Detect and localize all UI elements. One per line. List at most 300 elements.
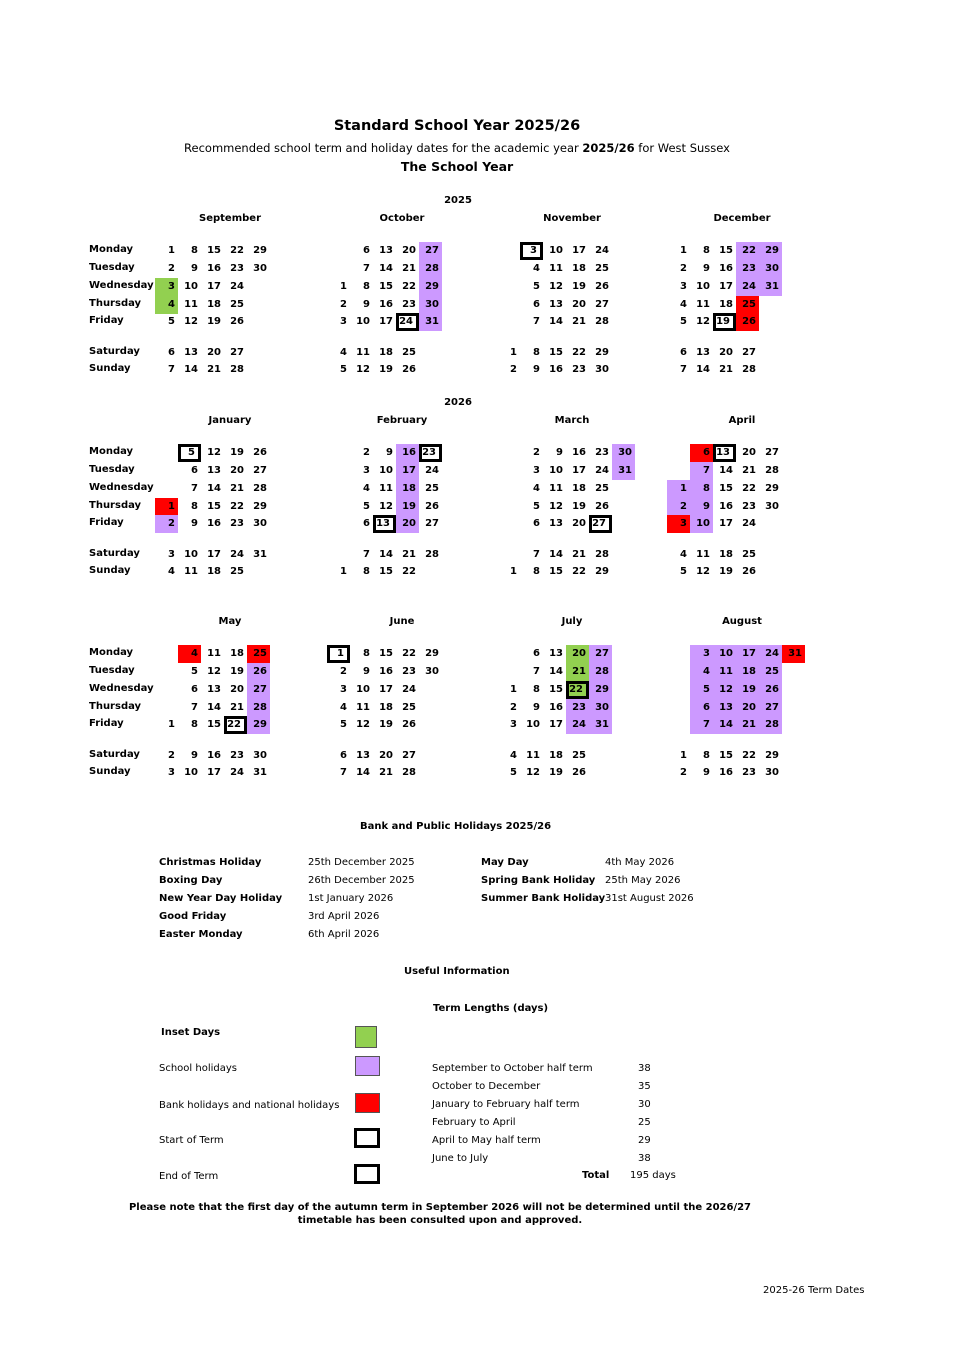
page-title: Standard School Year 2025/26	[333, 118, 581, 134]
calendar-day: 25	[572, 750, 586, 761]
day-label-sunday: Sunday	[89, 565, 131, 576]
calendar-day: 5	[340, 719, 347, 730]
calendar-day: 20	[719, 347, 733, 358]
calendar-day: 12	[207, 666, 221, 677]
calendar-day: 18	[719, 549, 733, 560]
calendar-day: 11	[207, 648, 221, 659]
calendar-day: 8	[191, 501, 198, 512]
term-label: April to May half term	[432, 1135, 541, 1146]
legend-holidays-label: School holidays	[159, 1063, 237, 1074]
calendar-day: 24	[396, 313, 419, 331]
calendar-day: 1	[168, 719, 175, 730]
calendar-day: 17	[207, 767, 221, 778]
term-days: 25	[638, 1117, 651, 1128]
calendar-day: 9	[363, 299, 370, 310]
calendar-day: 7	[533, 549, 540, 560]
calendar-day: 5	[533, 281, 540, 292]
day-label-sunday: Sunday	[89, 766, 131, 777]
calendar-day: 18	[379, 702, 393, 713]
day-label-saturday: Saturday	[89, 548, 140, 559]
calendar-day: 21	[402, 263, 416, 274]
calendar-day: 16	[207, 263, 221, 274]
calendar-day: 1	[510, 566, 517, 577]
calendar-day: 25	[230, 566, 244, 577]
calendar-day: 24	[566, 716, 589, 734]
holiday-date: 25th May 2026	[605, 875, 681, 886]
legend-end-label: End of Term	[159, 1171, 219, 1182]
calendar-day: 16	[549, 364, 563, 375]
calendar-day: 31	[589, 716, 612, 734]
calendar-day: 9	[556, 447, 563, 458]
calendar-day: 18	[396, 480, 419, 498]
calendar-day: 2	[533, 447, 540, 458]
day-label-wednesday: Wednesday	[89, 683, 154, 694]
footnote-line-1: Please note that the first day of the autumn term in September 2026 will not be determined until the 2026/27	[128, 1202, 752, 1213]
calendar-day: 26	[759, 681, 782, 699]
calendar-day: 16	[719, 501, 733, 512]
calendar-day: 26	[253, 447, 267, 458]
calendar-day: 9	[533, 364, 540, 375]
calendar-day: 2	[363, 447, 370, 458]
calendar-day: 6	[363, 245, 370, 256]
calendar-day: 7	[168, 364, 175, 375]
calendar-day: 18	[379, 347, 393, 358]
calendar-day: 14	[549, 316, 563, 327]
calendar-day: 23	[595, 447, 609, 458]
calendar-day: 16	[549, 702, 563, 713]
calendar-day: 16	[379, 299, 393, 310]
calendar-day: 31	[419, 313, 442, 331]
month-name-may: May	[218, 616, 242, 627]
calendar-day: 25	[742, 549, 756, 560]
calendar-day: 17	[719, 518, 733, 529]
calendar-day: 4	[363, 483, 370, 494]
calendar-day: 15	[719, 483, 733, 494]
calendar-day: 19	[379, 364, 393, 375]
calendar-day: 17	[572, 245, 586, 256]
calendar-day: 7	[191, 702, 198, 713]
calendar-day: 7	[340, 767, 347, 778]
calendar-day: 11	[713, 663, 736, 681]
calendar-day: 10	[356, 684, 370, 695]
calendar-day: 19	[719, 566, 733, 577]
calendar-day: 1	[340, 566, 347, 577]
calendar-day: 18	[207, 299, 221, 310]
calendar-day: 5	[533, 501, 540, 512]
calendar-day: 26	[736, 313, 759, 331]
day-label-monday: Monday	[89, 446, 134, 457]
calendar-day: 8	[363, 566, 370, 577]
calendar-day: 9	[533, 702, 540, 713]
calendar-day: 20	[736, 699, 759, 717]
calendar-day: 8	[191, 719, 198, 730]
calendar-day: 20	[379, 750, 393, 761]
calendar-day: 17	[396, 462, 419, 480]
calendar-day: 5	[363, 501, 370, 512]
calendar-day: 23	[230, 518, 244, 529]
calendar-day: 2	[340, 666, 347, 677]
calendar-day: 3	[340, 316, 347, 327]
day-label-friday: Friday	[89, 315, 124, 326]
calendar-day: 5	[690, 681, 713, 699]
calendar-day: 28	[402, 767, 416, 778]
calendar-day: 26	[595, 281, 609, 292]
term-days: 38	[638, 1153, 651, 1164]
calendar-day: 20	[230, 684, 244, 695]
calendar-day: 9	[703, 767, 710, 778]
calendar-day: 2	[510, 364, 517, 375]
calendar-day: 12	[549, 501, 563, 512]
year-label-2026: 2026	[444, 397, 472, 408]
term-days: 38	[638, 1063, 651, 1074]
section-heading: The School Year	[400, 159, 514, 174]
calendar-day: 5	[680, 316, 687, 327]
calendar-day: 27	[402, 750, 416, 761]
calendar-day: 22	[736, 242, 759, 260]
calendar-day: 3	[680, 281, 687, 292]
calendar-day: 11	[356, 702, 370, 713]
calendar-day: 30	[253, 263, 267, 274]
calendar-day: 11	[526, 750, 540, 761]
calendar-day: 13	[356, 750, 370, 761]
holiday-name: New Year Day Holiday	[159, 893, 283, 904]
calendar-day: 14	[549, 549, 563, 560]
calendar-day: 26	[595, 501, 609, 512]
calendar-day: 24	[742, 518, 756, 529]
calendar-day: 2	[155, 515, 178, 533]
day-label-tuesday: Tuesday	[89, 665, 135, 676]
calendar-day: 29	[419, 278, 442, 296]
calendar-day: 15	[379, 566, 393, 577]
calendar-day: 2	[667, 498, 690, 516]
calendar-day: 17	[549, 719, 563, 730]
calendar-day: 27	[253, 465, 267, 476]
calendar-day: 10	[356, 316, 370, 327]
calendar-day: 18	[736, 663, 759, 681]
calendar-day: 23	[742, 501, 756, 512]
calendar-day: 18	[719, 299, 733, 310]
month-name-october: October	[379, 213, 425, 224]
calendar-day: 19	[572, 281, 586, 292]
calendar-day: 10	[713, 645, 736, 663]
calendar-day: 31	[253, 549, 267, 560]
calendar-day: 12	[356, 364, 370, 375]
day-label-tuesday: Tuesday	[89, 262, 135, 273]
calendar-day: 25	[402, 347, 416, 358]
calendar-day: 31	[612, 462, 635, 480]
day-label-tuesday: Tuesday	[89, 464, 135, 475]
calendar-day: 21	[379, 767, 393, 778]
calendar-day: 2	[680, 263, 687, 274]
calendar-day: 25	[736, 296, 759, 314]
legend-inset-label: Inset Days	[161, 1027, 221, 1038]
calendar-day: 13	[207, 684, 221, 695]
month-name-september: September	[199, 213, 261, 224]
calendar-day: 8	[363, 648, 370, 659]
year-label-2025: 2025	[444, 195, 472, 206]
term-days: 29	[638, 1135, 651, 1146]
calendar-day: 14	[549, 666, 563, 677]
legend-start-label: Start of Term	[159, 1135, 224, 1146]
calendar-day: 8	[690, 480, 713, 498]
calendar-day: 21	[230, 483, 244, 494]
day-label-saturday: Saturday	[89, 346, 140, 357]
footnote-line-2: timetable has been consulted upon and approved.	[297, 1215, 583, 1226]
holiday-date: 25th December 2025	[308, 857, 415, 868]
calendar-day: 28	[759, 716, 782, 734]
holiday-name: Good Friday	[159, 911, 227, 922]
calendar-day: 16	[719, 767, 733, 778]
calendar-day: 16	[379, 666, 393, 677]
day-label-thursday: Thursday	[89, 298, 142, 309]
calendar-day: 1	[667, 480, 690, 498]
calendar-day: 22	[402, 281, 416, 292]
calendar-day: 30	[589, 699, 612, 717]
calendar-day: 29	[247, 716, 270, 734]
month-name-april: April	[728, 415, 756, 426]
subtitle-pre: Recommended school term and holiday dates for the academic year	[184, 141, 583, 155]
calendar-day: 17	[736, 645, 759, 663]
holiday-date: 1st January 2026	[308, 893, 394, 904]
subtitle-post: for West Sussex	[634, 141, 730, 155]
calendar-day: 11	[184, 566, 198, 577]
calendar-day: 14	[719, 465, 733, 476]
calendar-day: 8	[533, 684, 540, 695]
calendar-day: 14	[713, 716, 736, 734]
calendar-day: 2	[168, 750, 175, 761]
calendar-day: 10	[696, 281, 710, 292]
calendar-day: 26	[230, 316, 244, 327]
calendar-day: 22	[742, 483, 756, 494]
calendar-day: 6	[363, 518, 370, 529]
term-label: February to April	[432, 1117, 516, 1128]
calendar-day: 3	[520, 242, 543, 260]
calendar-day: 29	[253, 501, 267, 512]
calendar-day: 21	[572, 549, 586, 560]
calendar-day: 15	[549, 684, 563, 695]
calendar-day: 19	[572, 501, 586, 512]
calendar-day: 26	[402, 364, 416, 375]
calendar-day: 26	[572, 767, 586, 778]
calendar-day: 18	[572, 263, 586, 274]
month-name-november: November	[543, 213, 601, 224]
calendar-day: 10	[549, 465, 563, 476]
calendar-day: 16	[207, 750, 221, 761]
calendar-day: 8	[703, 750, 710, 761]
calendar-day: 7	[680, 364, 687, 375]
calendar-day: 2	[340, 299, 347, 310]
term-total-value: 195 days	[630, 1170, 676, 1181]
calendar-day: 24	[759, 645, 782, 663]
calendar-day: 30	[425, 666, 439, 677]
calendar-day: 15	[549, 347, 563, 358]
calendar-day: 3	[155, 278, 178, 296]
calendar-day: 24	[736, 278, 759, 296]
holiday-date: 3rd April 2026	[308, 911, 380, 922]
calendar-day: 29	[253, 245, 267, 256]
calendar-day: 26	[742, 566, 756, 577]
calendar-day: 13	[207, 465, 221, 476]
footer-label: 2025-26 Term Dates	[763, 1285, 865, 1296]
calendar-day: 25	[230, 299, 244, 310]
calendar-day: 12	[713, 681, 736, 699]
calendar-day: 3	[690, 645, 713, 663]
calendar-day: 8	[533, 347, 540, 358]
calendar-day: 27	[589, 515, 612, 533]
calendar-day: 27	[759, 699, 782, 717]
calendar-day: 6	[191, 684, 198, 695]
calendar-day: 13	[549, 299, 563, 310]
calendar-day: 21	[402, 549, 416, 560]
calendar-day: 17	[719, 281, 733, 292]
legend-bank-swatch	[355, 1093, 380, 1113]
calendar-day: 23	[566, 699, 589, 717]
calendar-day: 31	[759, 278, 782, 296]
calendar-day: 28	[253, 483, 267, 494]
calendar-day: 29	[765, 483, 779, 494]
calendar-day: 22	[742, 750, 756, 761]
calendar-day: 27	[595, 299, 609, 310]
calendar-day: 11	[696, 299, 710, 310]
calendar-day: 19	[736, 681, 759, 699]
calendar-day: 9	[191, 518, 198, 529]
calendar-day: 24	[230, 281, 244, 292]
calendar-day: 8	[191, 245, 198, 256]
calendar-day: 7	[690, 462, 713, 480]
calendar-day: 4	[680, 299, 687, 310]
calendar-day: 29	[425, 648, 439, 659]
bank-holidays-title: Bank and Public Holidays 2025/26	[360, 821, 552, 832]
calendar-day: 11	[696, 549, 710, 560]
calendar-day: 6	[690, 444, 713, 462]
calendar-day: 25	[759, 663, 782, 681]
holiday-name: Spring Bank Holiday	[481, 875, 596, 886]
calendar-day: 26	[425, 501, 439, 512]
calendar-day: 28	[425, 549, 439, 560]
legend-bank-label: Bank holidays and national holidays	[159, 1100, 340, 1111]
calendar-day: 3	[168, 549, 175, 560]
term-days: 35	[638, 1081, 651, 1092]
calendar-day: 15	[549, 566, 563, 577]
calendar-day: 12	[207, 447, 221, 458]
calendar-day: 27	[247, 681, 270, 699]
month-name-february: February	[376, 415, 428, 426]
calendar-day: 26	[402, 719, 416, 730]
calendar-day: 21	[207, 364, 221, 375]
calendar-day: 6	[533, 518, 540, 529]
calendar-day: 27	[765, 447, 779, 458]
calendar-day: 21	[572, 316, 586, 327]
calendar-day: 8	[363, 281, 370, 292]
calendar-day: 8	[533, 566, 540, 577]
calendar-day: 11	[379, 483, 393, 494]
calendar-day: 4	[510, 750, 517, 761]
legend-start-swatch	[354, 1128, 380, 1148]
calendar-day: 25	[402, 702, 416, 713]
calendar-day: 5	[168, 316, 175, 327]
calendar-day: 21	[230, 702, 244, 713]
term-lengths-title: Term Lengths (days)	[433, 1003, 549, 1014]
calendar-day: 9	[386, 447, 393, 458]
calendar-day: 19	[713, 313, 736, 331]
calendar-day: 11	[549, 483, 563, 494]
day-label-friday: Friday	[89, 718, 124, 729]
calendar-day: 4	[533, 263, 540, 274]
calendar-day: 23	[419, 444, 442, 462]
calendar-day: 17	[379, 684, 393, 695]
month-name-july: July	[561, 616, 583, 627]
calendar-day: 15	[719, 245, 733, 256]
day-label-saturday: Saturday	[89, 749, 140, 760]
holiday-name: Christmas Holiday	[159, 857, 262, 868]
calendar-day: 10	[379, 465, 393, 476]
calendar-day: 23	[736, 260, 759, 278]
calendar-day: 9	[191, 263, 198, 274]
calendar-day: 10	[526, 719, 540, 730]
calendar-day: 6	[533, 648, 540, 659]
calendar-day: 14	[207, 483, 221, 494]
holiday-date: 4th May 2026	[605, 857, 675, 868]
calendar-day: 13	[184, 347, 198, 358]
calendar-day: 5	[680, 566, 687, 577]
calendar-day: 27	[589, 645, 612, 663]
calendar-day: 19	[396, 498, 419, 516]
month-name-june: June	[389, 616, 415, 627]
month-name-january: January	[208, 415, 252, 426]
calendar-day: 28	[419, 260, 442, 278]
legend-inset-swatch	[355, 1026, 377, 1048]
calendar-day: 4	[155, 296, 178, 314]
calendar-day: 6	[191, 465, 198, 476]
calendar-day: 30	[253, 750, 267, 761]
calendar-day: 31	[253, 767, 267, 778]
calendar-day: 22	[402, 648, 416, 659]
calendar-day: 24	[230, 767, 244, 778]
calendar-day: 21	[736, 716, 759, 734]
calendar-day: 21	[742, 465, 756, 476]
calendar-day: 15	[207, 501, 221, 512]
calendar-day: 28	[595, 316, 609, 327]
calendar-day: 15	[207, 245, 221, 256]
day-label-sunday: Sunday	[89, 363, 131, 374]
calendar-day: 1	[510, 684, 517, 695]
calendar-day: 17	[207, 549, 221, 560]
calendar-day: 6	[533, 299, 540, 310]
holiday-name: Summer Bank Holiday	[481, 893, 606, 904]
calendar-day: 9	[191, 750, 198, 761]
calendar-day: 21	[719, 364, 733, 375]
calendar-day: 2	[680, 767, 687, 778]
calendar-day: 29	[759, 242, 782, 260]
calendar-day: 14	[184, 364, 198, 375]
calendar-day: 1	[510, 347, 517, 358]
month-name-march: March	[554, 415, 590, 426]
calendar-day: 25	[595, 483, 609, 494]
calendar-day: 4	[178, 645, 201, 663]
calendar-day: 26	[247, 663, 270, 681]
useful-info-title: Useful Information	[404, 966, 510, 977]
day-label-thursday: Thursday	[89, 500, 142, 511]
calendar-day: 10	[549, 245, 563, 256]
calendar-day: 1	[155, 498, 178, 516]
calendar-day: 3	[533, 465, 540, 476]
calendar-day: 15	[719, 750, 733, 761]
term-total-label: Total	[582, 1170, 610, 1181]
day-label-friday: Friday	[89, 517, 124, 528]
calendar-day: 13	[549, 518, 563, 529]
calendar-day: 30	[759, 260, 782, 278]
calendar-day: 12	[184, 316, 198, 327]
